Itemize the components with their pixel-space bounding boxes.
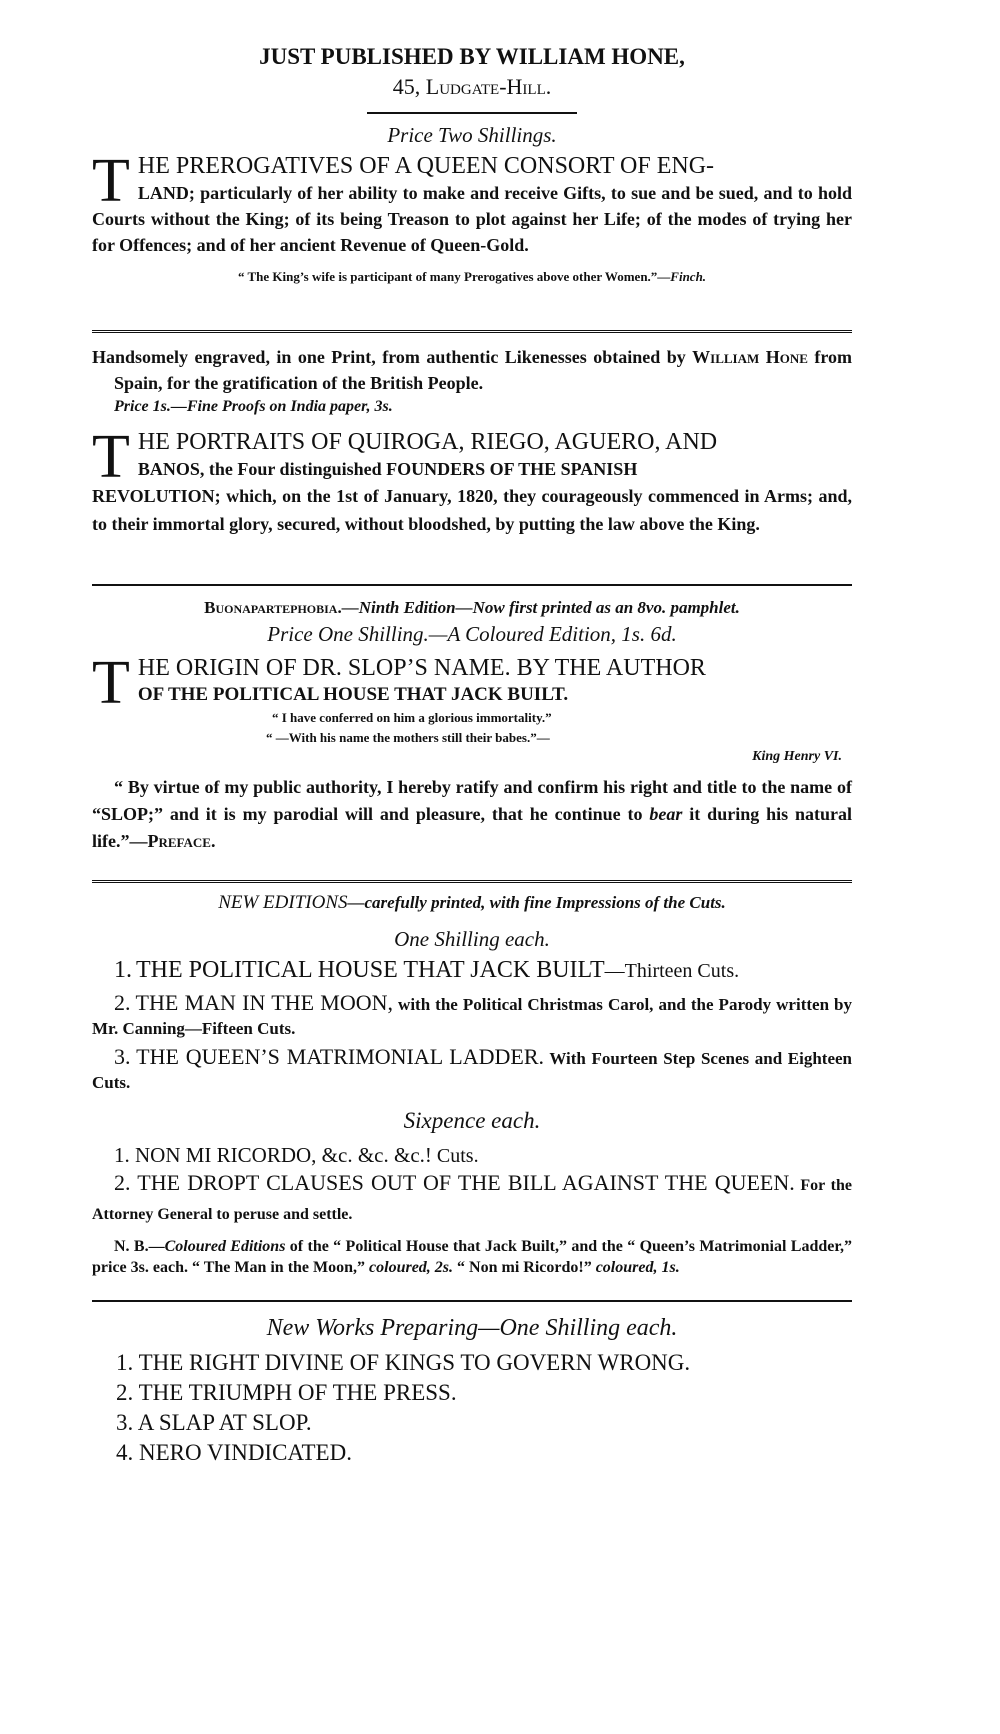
item1-quote-attr: Finch. [670,269,707,284]
item2-text [92,423,852,538]
item1-quote-text: “ The King’s wife is participant of many Prerogatives above other Women.”— [237,269,671,284]
nb-note [92,1236,852,1278]
preparing [92,1312,852,1468]
item1-quote [92,268,852,286]
item3-body-a: “ By virtue of my public authority, I hereby ratify and confirm his right and title to the name of “SLOP;” and it is my parodial will and pleasure, that he continue to [92,777,852,824]
item1-dropcap: T [92,147,130,215]
shilling-item-2 [92,991,852,1041]
item-queen-consort [92,122,852,286]
item2-title: HE PORTRAITS OF QUIROGA, RIEGO, AGUERO, AND [137,429,718,455]
sixpence-item-2-title: THE DROPT CLAUSES OUT OF THE BILL AGAINST THE QUEEN. [137,1170,795,1195]
sixpence-list [92,1141,852,1228]
item2-price: Price 1s.—Fine Proofs on India paper, 3s. [114,398,393,415]
nb-d: “ Non mi Ricordo!” [453,1259,596,1276]
item1-body-text: particularly of her ability to make and receive Gifts, to sue and be sued, and to hold Courts without the King; of its being Treason to plot against her Life; of the modes of trying her for Offences; and of her ancient Revenue of Queen-Gold. [92,183,852,255]
item2-intro [92,344,852,396]
sixpence-item-2-num: 2. [114,1170,131,1195]
item1-text [92,147,852,258]
publisher-line: JUST PUBLISHED BY WILLIAM HONE, [259,44,685,69]
new-editions-heading-b: —carefully printed, with fine Impressions of the Cuts. [347,893,726,912]
shilling-item-2-title: THE MAN IN THE MOON, [135,990,394,1015]
header-rule [367,112,577,114]
item3-text [92,649,852,717]
item3-line1-sc: Buonapartephobia. [204,598,342,617]
divider-3 [92,880,852,883]
item1-body [92,180,852,258]
header [92,42,852,114]
preparing-item: 2. THE TRIUMPH OF THE PRESS. [116,1380,457,1405]
item3-line1-rest: —Ninth Edition—Now first printed as an 8vo. pamphlet. [341,598,740,617]
publisher-address: 45, Ludgate-Hill. [392,74,552,99]
new-editions-heading [92,890,852,916]
shilling-item-1-num: 1. [114,957,132,983]
item2-dropcap: T [92,423,130,491]
sixpence-item-1 [92,1141,852,1170]
preparing-heading: New Works Preparing—One Shilling each. [266,1315,678,1341]
new-editions-heading-a: NEW EDITIONS [218,892,348,913]
shilling-item-3-title: THE QUEEN’S MATRIMONIAL LADDER. [136,1044,544,1069]
item-portraits [92,344,852,538]
shilling-item-3 [92,1045,852,1095]
nb-b: of the “ Political House that Jack Built,” and the “ Queen’s Matrimonial Ladder,” price 3s. each. “ The Man in the Moon,” [92,1238,852,1276]
shilling-item-3-rest: With Fourteen Step Scenes and Eighteen Cuts. [92,1049,853,1092]
nb-e: coloured, 1s. [595,1259,680,1276]
preparing-item: 4. NERO VINDICATED. [116,1440,352,1465]
divider-2 [92,584,852,586]
preparing-list [92,1348,852,1468]
nb-a: N. B.— [114,1238,165,1255]
item3-body [92,774,852,855]
sixpence-item-1-num: 1. [114,1143,130,1167]
divider-1 [92,330,852,333]
item3-quote2: “ —With his name the mothers still their babes.”— [266,730,550,745]
item3-body-b: it during his natural life.”— [92,804,853,851]
item3-title2: OF THE POLITICAL HOUSE THAT JACK BUILT. [137,684,569,705]
item1-body-lead: LAND; [137,183,195,203]
shilling-item-2-rest: with the Political Christmas Carol, and the Parody written by Mr. Canning—Fifteen Cuts. [92,995,853,1038]
item3-quote-attr: King Henry VI. [752,749,842,764]
item2-intro-name: William Hone [692,347,808,367]
divider-4 [92,1300,852,1302]
shilling-item-3-num: 3. [114,1044,131,1069]
shilling-heading: One Shilling each. [394,927,550,951]
item2-intro-a: Handsomely engraved, in one Print, from authentic Likenesses obtained by [92,347,686,367]
advertisement-page [92,0,852,1734]
preparing-item: 1. THE RIGHT DIVINE OF KINGS TO GOVERN WRONG. [116,1350,691,1375]
shilling-list [92,958,852,1095]
sixpence-item-1-title: NON MI RICORDO, &c. &c. &c.! [135,1143,432,1167]
item3-line2: Price One Shilling.—A Coloured Edition, 1s. 6d. [267,622,677,646]
shilling-item-2-num: 2. [114,990,131,1015]
item3-body-bear: bear [649,804,683,824]
sixpence-item-2-rest: For the Attorney General to peruse and settle. [92,1177,852,1223]
shilling-item-1-title: THE POLITICAL HOUSE THAT JACK BUILT [136,957,605,983]
item3-title: HE ORIGIN OF DR. SLOP’S NAME. BY THE AUTHOR [137,655,706,681]
item1-price: Price Two Shillings. [387,123,557,147]
item-dr-slop [92,596,852,855]
item2-body: REVOLUTION; which, on the 1st of January, 1820, they courageously commenced in Arms; and, to their immortal glory, secured, without bloodshed, by putting the law above the King. [92,486,852,534]
shilling-item-1 [92,958,852,985]
new-editions [92,890,852,1278]
sixpence-item-1-rest: Cuts. [431,1145,479,1167]
item2-title2: BANOS, the Four distinguished FOUNDERS OF THE SPANISH [137,459,638,479]
nb-coloured: Coloured Editions [164,1238,286,1255]
item3-line1 [92,596,852,620]
preparing-item: 3. A SLAP AT SLOP. [116,1410,312,1435]
item3-dropcap: T [92,649,130,717]
sixpence-heading: Sixpence each. [403,1108,541,1133]
shilling-item-1-rest: —Thirteen Cuts. [604,960,740,982]
item1-title: HE PREROGATIVES OF A QUEEN CONSORT OF ENG- [137,153,715,179]
item3-quote1: “ I have conferred on him a glorious immortality.” [272,710,552,725]
nb-c: coloured, 2s. [369,1259,454,1276]
item3-body-preface: Preface. [147,831,216,851]
sixpence-item-2 [92,1170,852,1228]
item2-intro-b: from Spain, for the gratification of the British People. [114,347,853,393]
